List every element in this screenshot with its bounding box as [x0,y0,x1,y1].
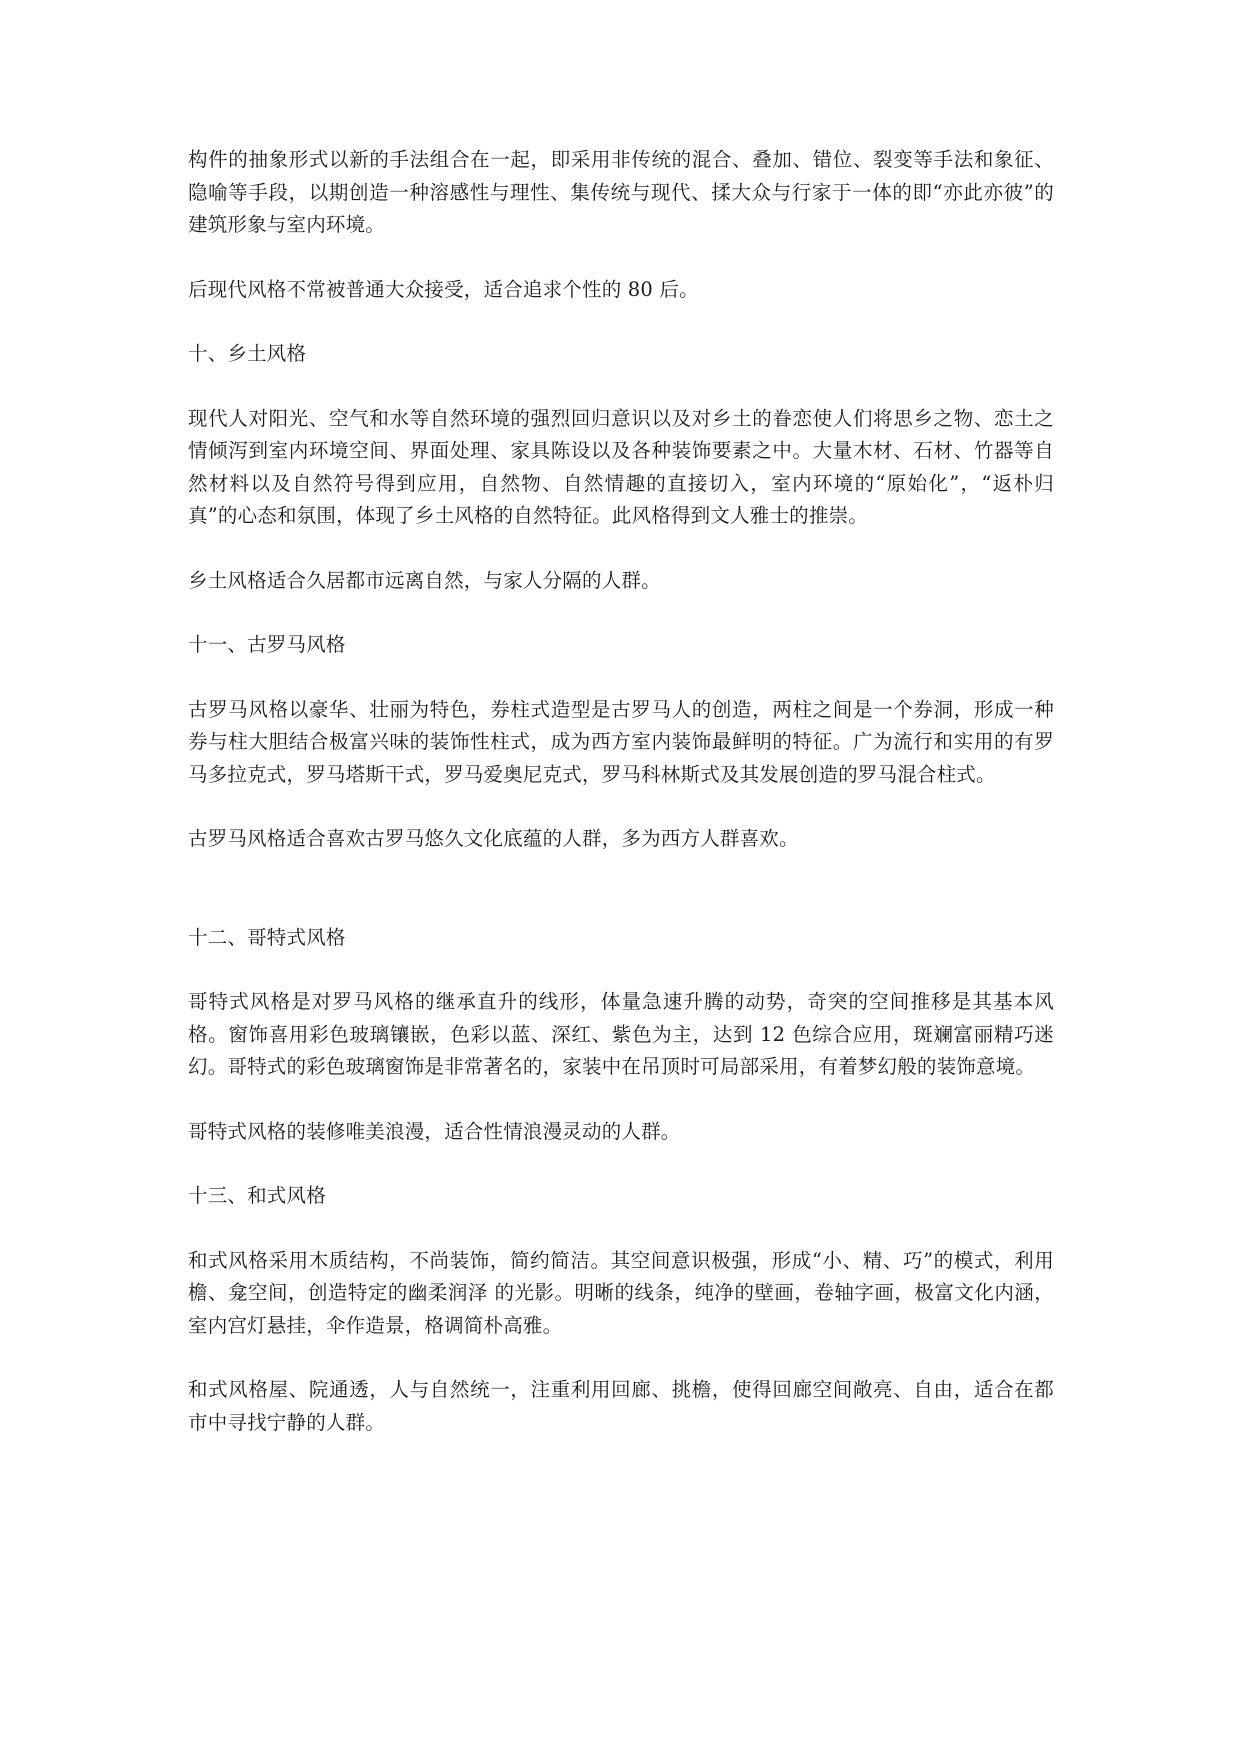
paragraph-gothic-description: 哥特式风格是对罗马风格的继承直升的线形，体量急速升腾的动势，奇突的空间推移是其基本风格。窗饰喜用彩色玻璃镶嵌，色彩以蓝、深红、紫色为主，达到 12 色综合应用，斑斓富丽精巧迷幻。哥特式的彩色玻璃窗饰是非常著名的，家装中在吊顶时可局部采用，有着梦幻般的装饰意境。 [188,990,1054,1078]
heading-japanese-style: 十三、和式风格 [188,1184,326,1207]
heading-gothic-style: 十二、哥特式风格 [188,925,346,949]
heading-rural-style: 十、乡土风格 [188,342,307,365]
paragraph-roman-audience: 古罗马风格适合喜欢古罗马悠久文化底蕴的人群，多为西方人群喜欢。 [188,827,799,850]
paragraph-rural-audience: 乡土风格适合久居都市远离自然，与家人分隔的人群。 [188,568,661,592]
paragraph-postmodern-description: 构件的抽象形式以新的手法组合在一起，即采用非传统的混合、叠加、错位、裂变等手法和象征、隐喻等手段，以期创造一种溶感性与理性、集传统与现代、揉大众与行家于一体的即“亦此亦彼”的建筑形象与室内环境。 [188,148,1054,236]
document-page [188,144,1054,1439]
paragraph-gothic-audience: 哥特式风格的装修唯美浪漫，适合性情浪漫灵动的人群。 [188,1119,681,1143]
paragraph-roman-description: 古罗马风格以豪华、壮丽为特色，券柱式造型是古罗马人的创造，两柱之间是一个券洞，形成一种券与柱大胆结合极富兴味的装饰性柱式，成为西方室内装饰最鲜明的特征。广为流行和实用的有罗马多拉克式，罗马塔斯干式，罗马爱奥尼克式，罗马科林斯式及其发展创造的罗马混合柱式。 [188,697,1054,786]
paragraph-postmodern-audience: 后现代风格不常被普通大众接受，适合追求个性的 80 后。 [188,277,699,301]
paragraph-rural-description: 现代人对阳光、空气和水等自然环境的强烈回归意识以及对乡土的眷恋使人们将思乡之物、恋土之情倾泻到室内环境空间、界面处理、家具陈设以及各种装饰要素之中。大量木材、石材、竹器等自然材料以及自然符号得到应用，自然物、自然情趣的直接切入，室内环境的“原始化”，“返朴归真”的心态和氛围，体现了乡土风格的自然特征。此风格得到文人雅士的推崇。 [188,406,1054,527]
paragraph-japanese-description: 和式风格采用木质结构，不尚装饰，简约简洁。其空间意识极强，形成“小、精、巧”的模式，利用檐、龛空间，创造特定的幽柔润泽 的光影。明晰的线条，纯净的壁画，卷轴字画，极富文化内涵，室内宫灯悬挂，伞作造景，格调简朴高雅。 [188,1248,1054,1337]
heading-roman-style: 十一、古罗马风格 [188,633,346,656]
paragraph-japanese-audience: 和式风格屋、院通透，人与自然统一，注重利用回廊、挑檐，使得回廊空间敞亮、自由，适合在都市中寻找宁静的人群。 [188,1378,1054,1434]
